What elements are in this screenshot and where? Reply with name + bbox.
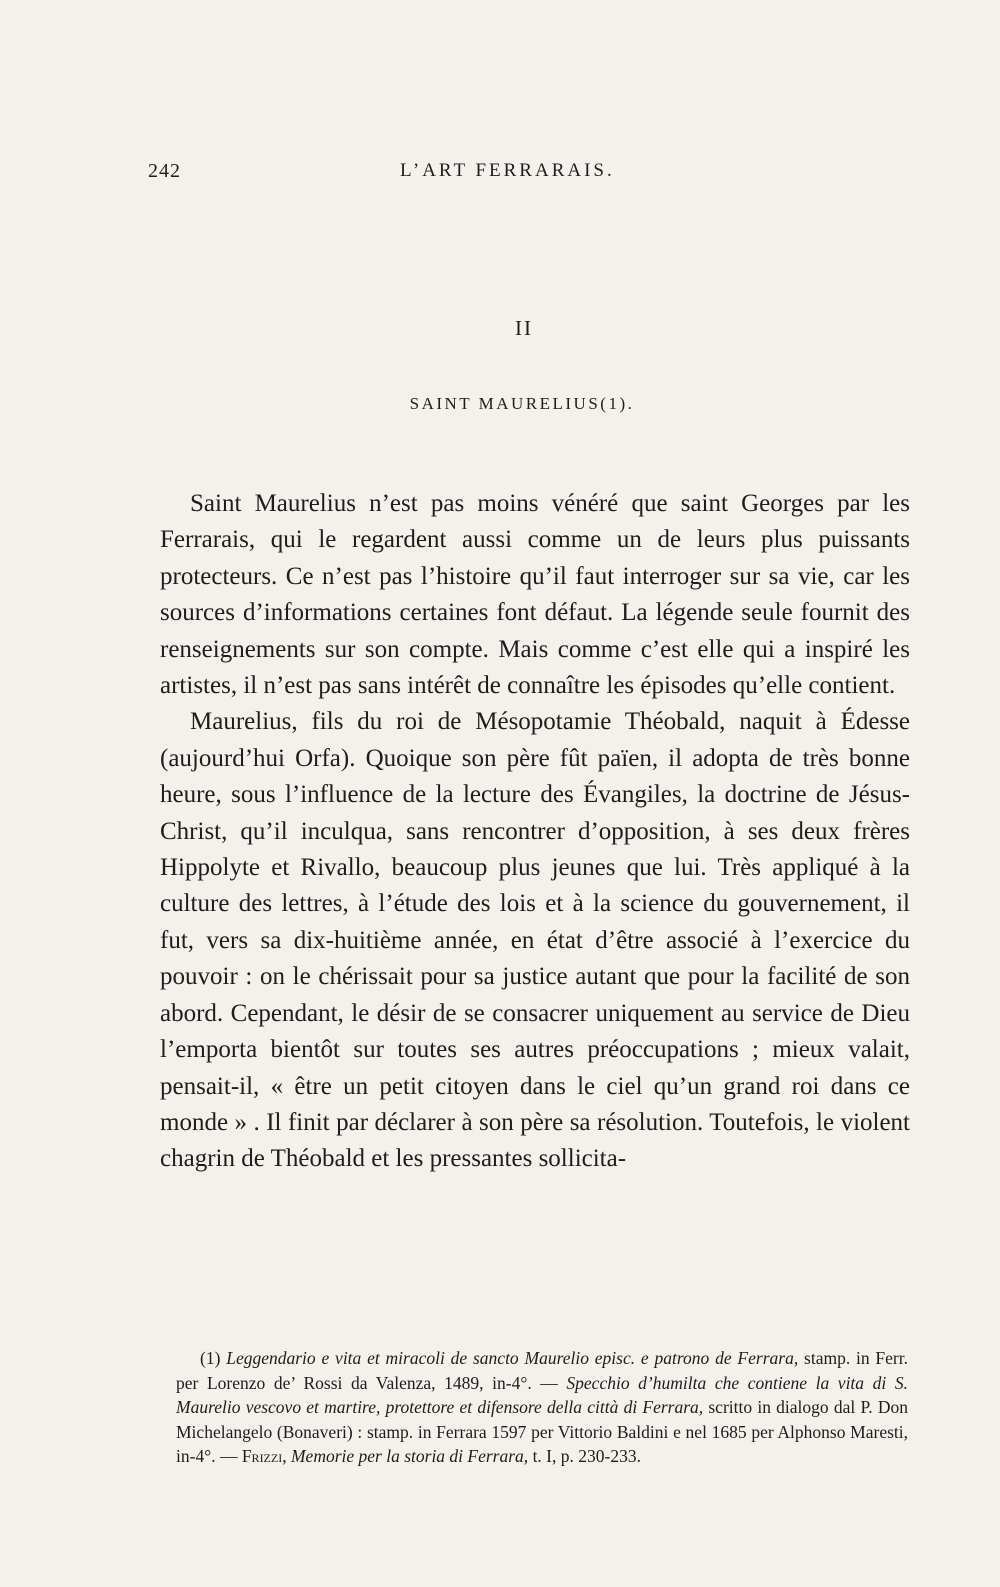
footnote-title: Specchio d’humilta che contiene la vita di S. Maurelio vescovo et martire, protettore et difensore della città di Ferrara, [176,1372,908,1418]
footnote-author: Frizzi, [241,1446,287,1467]
page-number: 242 [148,160,181,182]
section-number: II [515,316,533,340]
footnote-text [176,1346,908,1469]
footnote-imprint: stamp. in Ferr. per Lorenzo de’ Rossi da Valenza, 1489, in-4°. — [176,1348,908,1393]
footnote-imprint: scritto in dialogo dal P. Don Michelangelo (Bonaveri) : stamp. in Ferrara 1597 per Vittorio Baldini e nel 1685 per Alphonso Maresti, in-4°. — [176,1397,908,1467]
running-head [148,160,908,196]
section-title: SAINT MAURELIUS(1). [409,394,635,413]
footnote-imprint: t. I, p. 230-233. [528,1446,641,1467]
footnote-mark: (1) [200,1348,221,1368]
footnote-title: Leggendario e vita et miracoli de sancto Maurelio episc. e patrono de Ferrara, [226,1348,799,1368]
body-text [160,486,910,1178]
running-title: L’ART FERRARAIS. [400,160,615,181]
paragraph: Saint Maurelius n’est pas moins vénéré que saint Georges par les Ferrarais, qui le regardent aussi comme un de leurs plus puissants protecteurs. Ce n’est pas l’histoire qu’il faut interroger sur sa vie, car les sources d’informations certaines font défaut. La légende seule fournit des renseignements sur son compte. Mais comme c’est elle qui a inspiré les artistes, il n’est pas sans intérêt de connaître les épisodes qu’elle contient. [160,490,910,700]
footnote [176,1346,908,1469]
paragraph: Maurelius, fils du roi de Mésopotamie Théobald, naquit à Édesse (aujourd’hui Orfa). Quoique son père fût païen, il adopta de très bonne heure, sous l’influence de la lecture des Évangiles, la doctrine de Jésus-Christ, qu’il inculqua, sans rencontrer d’opposition, à ses deux frères Hippolyte et Rivallo, beaucoup plus jeunes que lui. Très appliqué à la culture des lettres, à l’étude des lois et à la science du gouvernement, il fut, vers sa dix-huitième année, en état d’être associé à l’exercice du pouvoir : on le chérissait pour sa justice autant que pour la facilité de son abord. Cependant, le désir de se consacrer uniquement au service de Dieu l’emporta bientôt sur toutes ses autres préoccupations ; mieux valait, pensait-il, « être un petit citoyen dans le ciel qu’un grand roi dans ce monde » . Il finit par déclarer à son père sa résolution. Toutefois, le violent chagrin de Théobald et les pressantes sollicita- [160,708,910,1173]
footnote-title: Memorie per la storia di Ferrara, [286,1446,529,1467]
